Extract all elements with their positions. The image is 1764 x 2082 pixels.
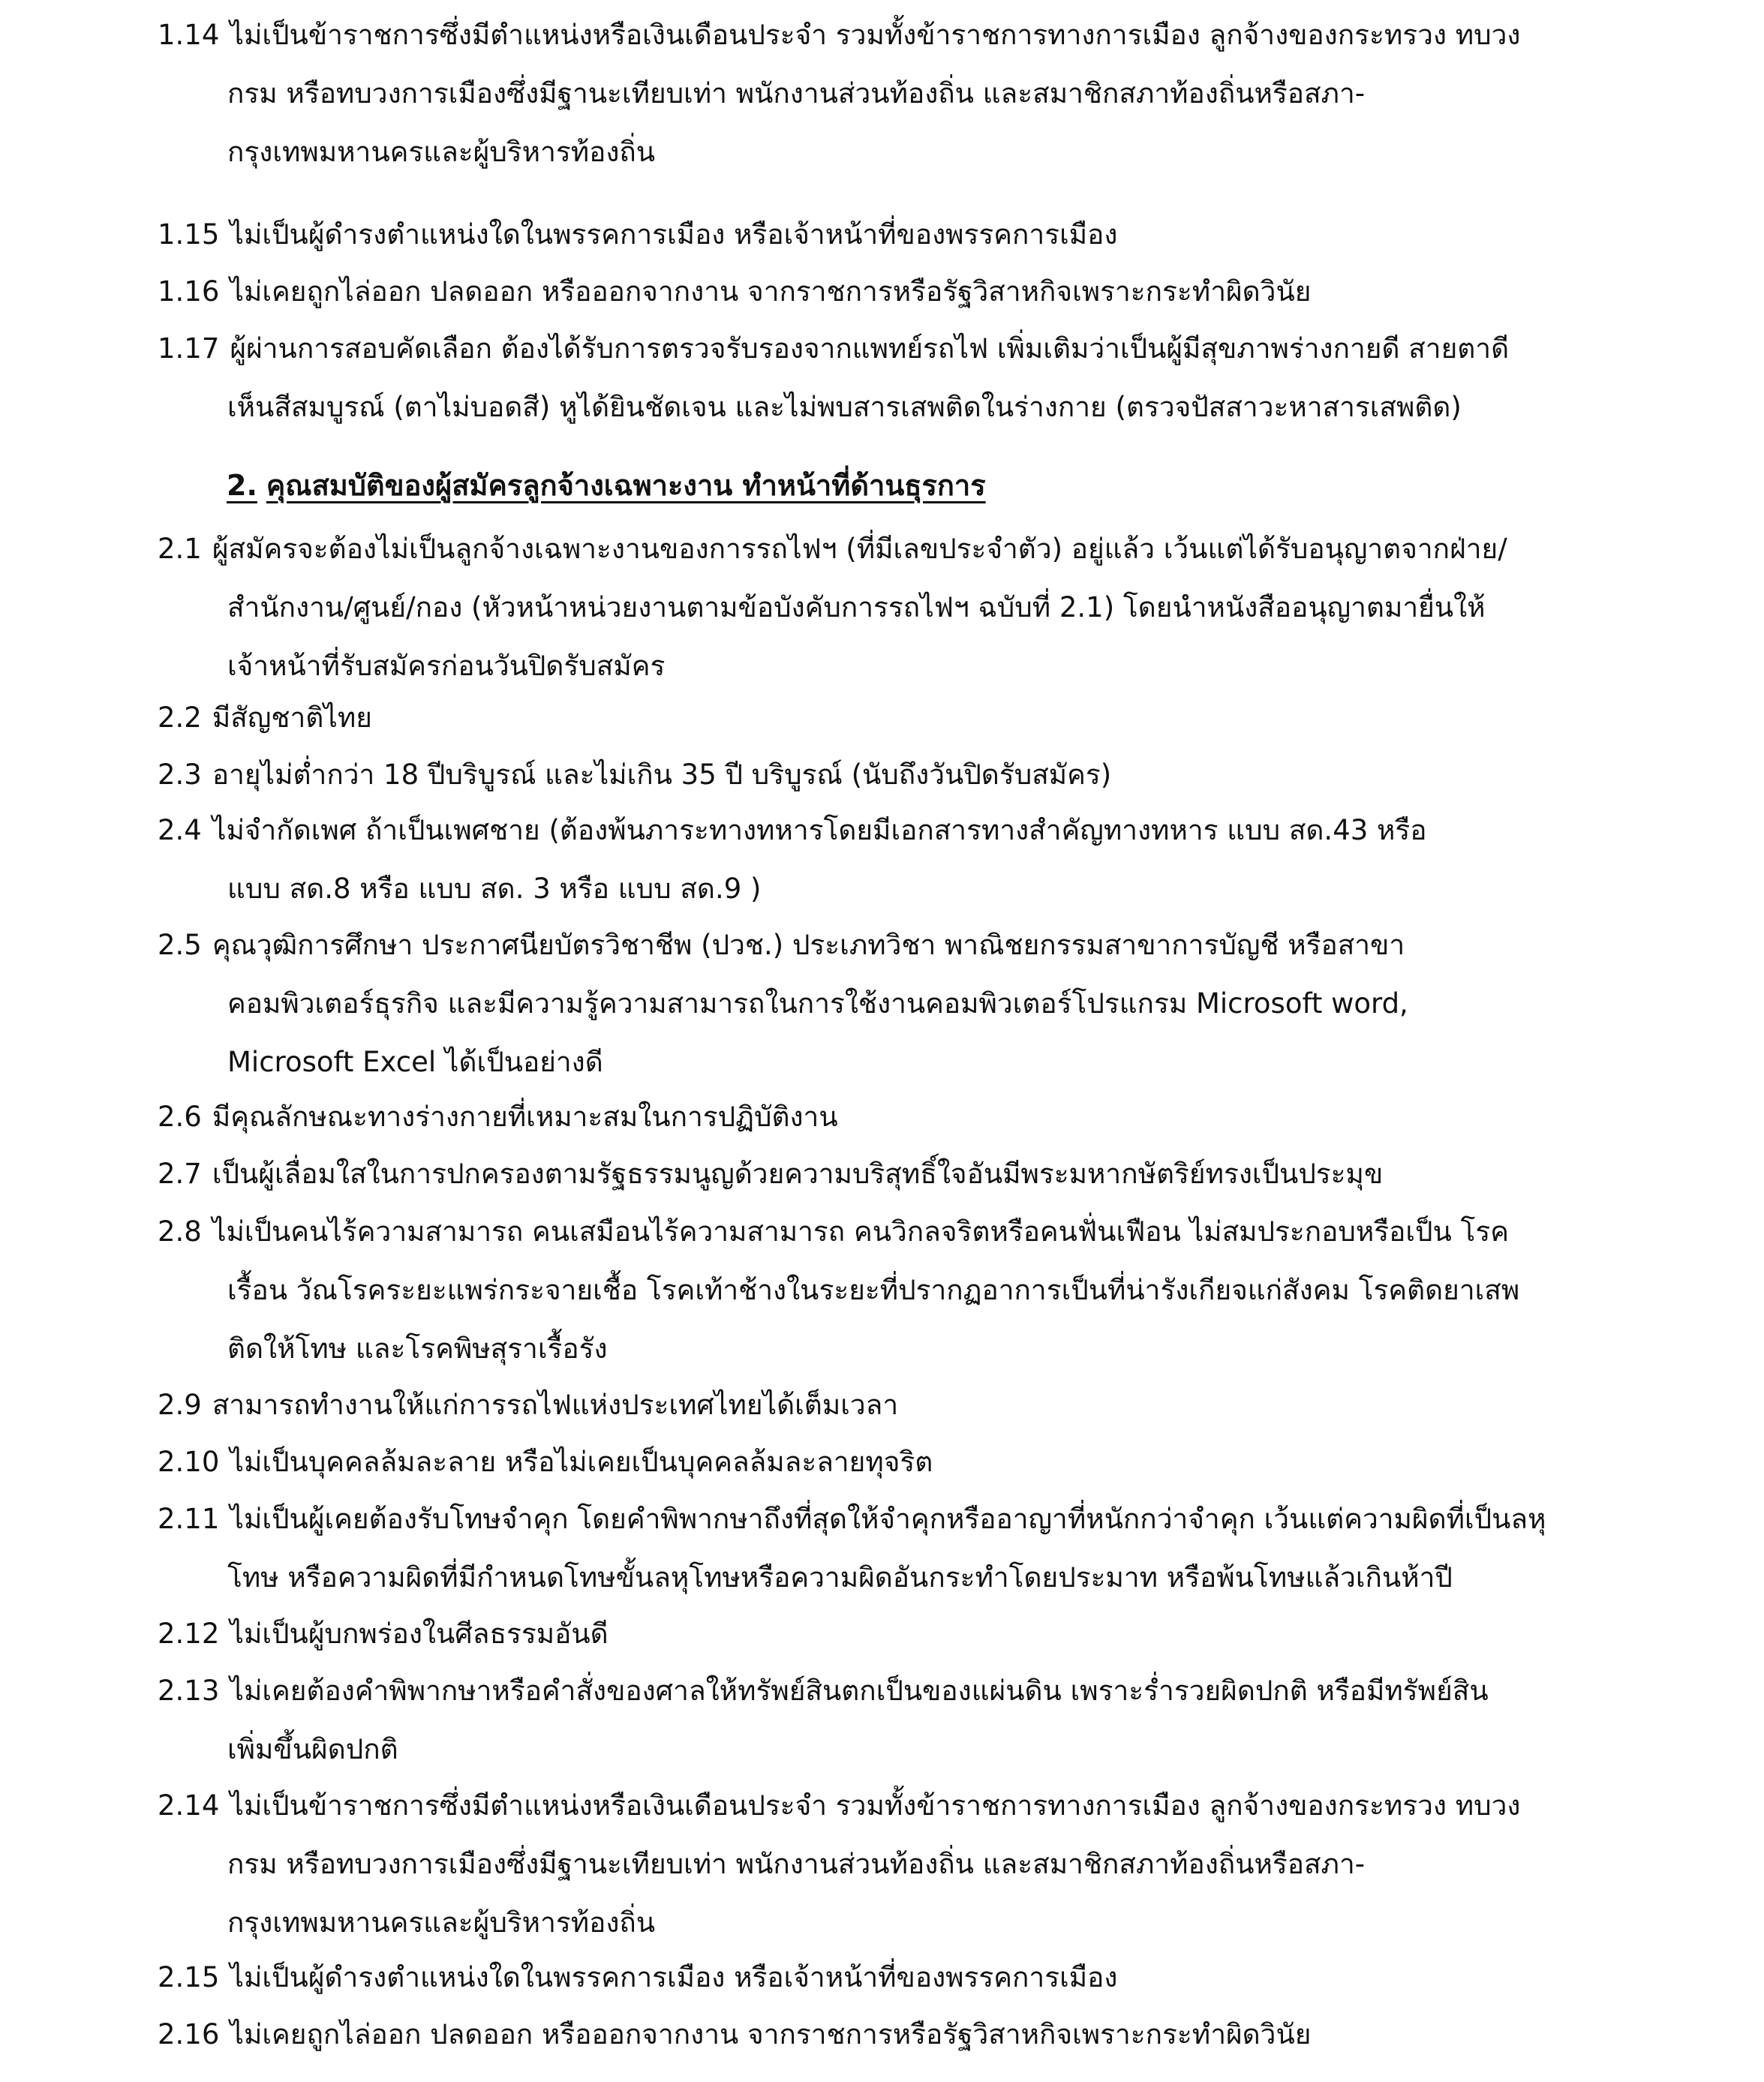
item-line (158, 2005, 1696, 2064)
item-number: 2.1 (158, 533, 202, 565)
item-number: 1.17 (158, 332, 220, 365)
section-2-item-2-2 (158, 689, 1696, 747)
section-1-item-1-17 (158, 320, 1696, 437)
item-number: 2.6 (158, 1101, 202, 1133)
item-text: ไม่เป็นบุคคลล้มละลาย หรือไม่เคยเป็นบุคคลล้มละลายทุจริต (230, 1446, 933, 1478)
item-number: 2.11 (158, 1503, 220, 1535)
section-1-item-1-14 (158, 6, 1696, 182)
item-text: มีสัญชาติไทย (212, 702, 372, 734)
item-line (158, 1777, 1696, 1835)
item-line (158, 1376, 1696, 1435)
item-line: เจ้าหน้าที่รับสมัครก่อนวันปิดรับสมัคร (227, 650, 666, 682)
item-number: 1.14 (158, 19, 220, 51)
section-2-item-2-14 (158, 1777, 1696, 1952)
section-2-item-2-16 (158, 2005, 1696, 2064)
item-text: ไม่จำกัดเพศ ถ้าเป็นเพศชาย (ต้องพ้นภาระทางทหารโดยมีเอกสารทางสำคัญทางทหาร แบบ สด.43 หรือ (212, 814, 1427, 846)
item-line: ติดให้โทษ และโรคพิษสุราเรื้อรัง (227, 1332, 608, 1365)
item-line (158, 320, 1696, 378)
item-text: ไม่เป็นผู้ดำรงตำแหน่งใดในพรรคการเมือง หรือเจ้าหน้าที่ของพรรคการเมือง (230, 218, 1118, 251)
item-line (158, 1948, 1696, 2007)
item-line: กรม หรือทบวงการเมืองซึ่งมีฐานะเทียบเท่า พนักงานส่วนท้องถิ่น และสมาชิกสภาท้องถิ่นหรือสภา- (227, 1848, 1366, 1880)
item-text: ผู้สมัครจะต้องไม่เป็นลูกจ้างเฉพาะงานของการรถไฟฯ (ที่มีเลขประจำตัว) อยู่แล้ว เว้นแต่ได้รับอนุญาตจากฝ่าย/ (212, 533, 1507, 565)
item-number: 2.9 (158, 1389, 202, 1421)
section-2-item-2-11 (158, 1490, 1696, 1607)
item-text: ไม่เคยต้องคำพิพากษาหรือคำสั่งของศาลให้ทรัพย์สินตกเป็นของแผ่นดิน เพราะร่ำรวยผิดปกติ หรือมีทรัพย์สิน (230, 1675, 1489, 1707)
item-text: เป็นผู้เลื่อมใสในการปกครองตามรัฐธรรมนูญด้วยความบริสุทธิ์ใจอันมีพระมหากษัตริย์ทรงเป็นประมุข (212, 1158, 1384, 1190)
item-number: 2.15 (158, 1961, 220, 1993)
item-number: 2.8 (158, 1215, 202, 1248)
item-text: สามารถทำงานให้แก่การรถไฟแห่งประเทศไทยได้เต็มเวลา (212, 1389, 899, 1421)
item-number: 2.7 (158, 1158, 202, 1190)
item-number: 2.14 (158, 1789, 220, 1822)
item-text: ไม่เป็นผู้ดำรงตำแหน่งใดในพรรคการเมือง หรือเจ้าหน้าที่ของพรรคการเมือง (230, 1961, 1118, 1993)
section-2-item-2-10 (158, 1433, 1696, 1492)
item-line (158, 6, 1696, 65)
item-line (158, 746, 1696, 804)
item-line (158, 206, 1696, 264)
item-number: 2.16 (158, 2018, 220, 2050)
section-1-item-1-15 (158, 206, 1696, 264)
section-2-item-2-9 (158, 1376, 1696, 1435)
item-line (158, 1662, 1696, 1720)
item-line (158, 1088, 1696, 1146)
item-line (158, 1433, 1696, 1492)
item-text: มีคุณลักษณะทางร่างกายที่เหมาะสมในการปฏิบัติงาน (212, 1101, 838, 1133)
section-2-item-2-4 (158, 801, 1696, 918)
item-text: ไม่เป็นผู้เคยต้องรับโทษจำคุก โดยคำพิพากษาถึงที่สุดให้จำคุกหรืออาญาที่หนักกว่าจำคุก เว้นแต่ความผิดที่เป็นลหุ (230, 1503, 1546, 1535)
item-line: เพิ่มขึ้นผิดปกติ (227, 1733, 398, 1765)
item-text: ไม่เป็นข้าราชการซึ่งมีตำแหน่งหรือเงินเดือนประจำ รวมทั้งข้าราชการทางการเมือง ลูกจ้างของกระทรวง ทบวง (230, 1789, 1521, 1822)
item-line (158, 916, 1696, 975)
item-text: อายุไม่ต่ำกว่า 18 ปีบริบูรณ์ และไม่เกิน 35 ปี บริบูรณ์ (นับถึงวันปิดรับสมัคร) (212, 759, 1112, 791)
item-number: 1.15 (158, 218, 220, 251)
item-line (158, 1605, 1696, 1663)
item-text: ไม่เป็นคนไร้ความสามารถ คนเสมือนไร้ความสามารถ คนวิกลจริตหรือคนฟั่นเฟือน ไม่สมประกอบหรือเป็น โรค (212, 1215, 1510, 1248)
section-2-item-2-5 (158, 916, 1696, 1092)
item-number: 2.13 (158, 1675, 220, 1707)
item-number: 2.5 (158, 929, 202, 961)
item-number: 2.4 (158, 814, 202, 846)
section-2-heading (227, 456, 986, 515)
item-line (158, 801, 1696, 860)
section-2-item-2-6 (158, 1088, 1696, 1146)
section-2-heading-text: คุณสมบัติของผู้สมัครลูกจ้างเฉพาะงาน ทำหน้าที่ด้านธุรการ (266, 469, 986, 502)
item-line: กรุงเทพมหานครและผู้บริหารท้องถิ่น (227, 136, 656, 168)
item-line (158, 689, 1696, 747)
section-2-item-2-1 (158, 520, 1696, 696)
item-text: ไม่เป็นผู้บกพร่องในศีลธรรมอันดี (230, 1618, 609, 1650)
section-2-item-2-7 (158, 1145, 1696, 1203)
item-line (158, 263, 1696, 321)
item-number: 1.16 (158, 275, 220, 308)
item-line (158, 1203, 1696, 1261)
section-1-item-1-16 (158, 263, 1696, 321)
item-text: คุณวุฒิการศึกษา ประกาศนียบัตรวิชาชีพ (ปวช.) ประเภทวิชา พาณิชยกรรมสาขาการบัญชี หรือสาขา (212, 929, 1405, 961)
item-line: Microsoft Excel ได้เป็นอย่างดี (227, 1046, 603, 1078)
section-2-item-2-8 (158, 1203, 1696, 1378)
item-line: แบบ สด.8 หรือ แบบ สด. 3 หรือ แบบ สด.9 ) (227, 873, 762, 905)
item-line: สำนักงาน/ศูนย์/กอง (หัวหน้าหน่วยงานตามข้อบังคับการรถไฟฯ ฉบับที่ 2.1) โดยนำหนังสืออนุญาตมายื่นให้ (227, 591, 1486, 623)
item-number: 2.10 (158, 1446, 220, 1478)
item-text: ไม่เป็นข้าราชการซึ่งมีตำแหน่งหรือเงินเดือนประจำ รวมทั้งข้าราชการทางการเมือง ลูกจ้างของกระทรวง ทบวง (230, 19, 1521, 51)
item-line (158, 520, 1696, 578)
section-2-item-2-15 (158, 1948, 1696, 2007)
item-line (158, 1490, 1696, 1549)
item-line (158, 1145, 1696, 1203)
item-number: 2.3 (158, 759, 202, 791)
item-line: กรุงเทพมหานครและผู้บริหารท้องถิ่น (227, 1906, 656, 1939)
section-2-item-2-13 (158, 1662, 1696, 1779)
section-2-item-2-3 (158, 746, 1696, 804)
item-line: เรื้อน วัณโรคระยะแพร่กระจายเชื้อ โรคเท้าช้างในระยะที่ปรากฏอาการเป็นที่น่ารังเกียจแก่สังคม โรคติดยาเสพ (227, 1274, 1520, 1306)
item-number: 2.12 (158, 1618, 220, 1650)
item-text: ไม่เคยถูกไล่ออก ปลดออก หรือออกจากงาน จากราชการหรือรัฐวิสาหกิจเพราะกระทำผิดวินัย (230, 275, 1312, 308)
section-2-item-2-12 (158, 1605, 1696, 1663)
item-line: โทษ หรือความผิดที่มีกำหนดโทษขั้นลหุโทษหรือความผิดอันกระทำโดยประมาท หรือพ้นโทษแล้วเกินห้าปี (227, 1561, 1453, 1594)
section-2-heading-number: 2. (227, 469, 257, 502)
item-text: ผู้ผ่านการสอบคัดเลือก ต้องได้รับการตรวจรับรองจากแพทย์รถไฟ เพิ่มเติมว่าเป็นผู้มีสุขภาพร่างกายดี สายตาดี (230, 332, 1510, 365)
item-line: เห็นสีสมบูรณ์ (ตาไม่บอดสี) หูได้ยินชัดเจน และไม่พบสารเสพติดในร่างกาย (ตรวจปัสสาวะหาสารเสพติด) (227, 391, 1462, 423)
item-number: 2.2 (158, 702, 202, 734)
item-text: ไม่เคยถูกไล่ออก ปลดออก หรือออกจากงาน จากราชการหรือรัฐวิสาหกิจเพราะกระทำผิดวินัย (230, 2018, 1312, 2050)
item-line: คอมพิวเตอร์ธุรกิจ และมีความรู้ความสามารถในการใช้งานคอมพิวเตอร์โปรแกรม Microsoft word, (227, 987, 1408, 1020)
item-line: กรม หรือทบวงการเมืองซึ่งมีฐานะเทียบเท่า พนักงานส่วนท้องถิ่น และสมาชิกสภาท้องถิ่นหรือสภา- (227, 77, 1366, 110)
